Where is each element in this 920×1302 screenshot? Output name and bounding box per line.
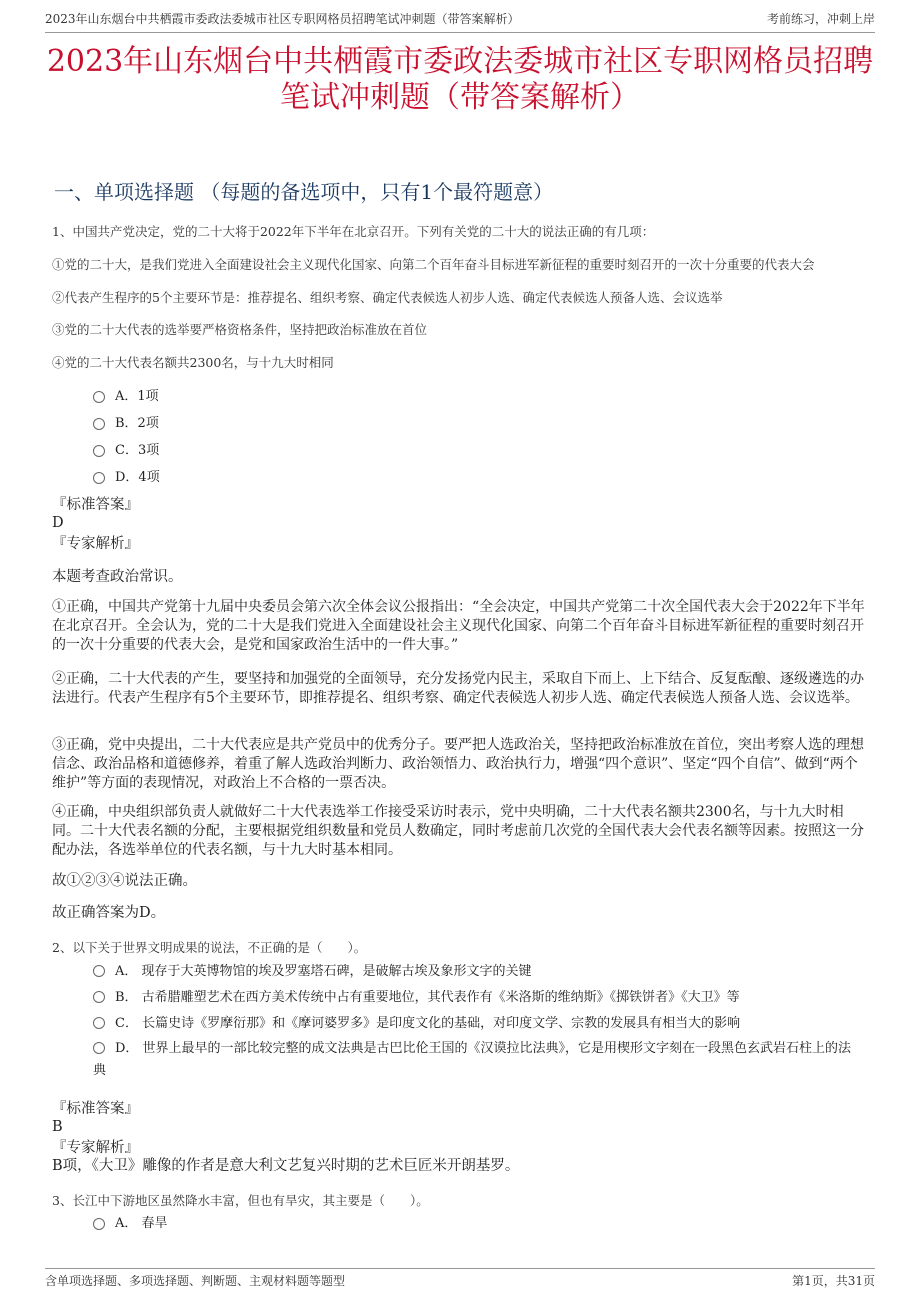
q1-analysis-intro: 本题考查政治常识。: [52, 569, 183, 585]
q2-options: [93, 956, 860, 1082]
q1-analysis-conclusion: 故①②③④说法正确。: [52, 873, 197, 889]
radio-icon[interactable]: [93, 1017, 105, 1029]
q1-option-b-label: B．2项: [115, 416, 159, 431]
footer-question-types: 含单项选择题、多项选择题、判断题、主观材料题等题型: [45, 1273, 346, 1288]
radio-icon[interactable]: [93, 391, 105, 403]
q2-stem: 2、以下关于世界文明成果的说法，不正确的是（ ）。: [52, 940, 367, 955]
section-heading: 一、单项选择题 （每题的备选项中，只有1个最符题意）: [54, 180, 554, 204]
radio-icon[interactable]: [93, 991, 105, 1003]
radio-icon[interactable]: [93, 418, 105, 430]
q1-analysis-point-1: ①正确，中国共产党第十九届中央委员会第六次全体会议公报指出：“全会决定，中国共产党第二十次全国代表大会于2022年下半年在北京召开。全会认为，党的二十大是我们党进入全面建设社会主义现代化国家、向第二个百年奋斗目标进军新征程的重要时刻召开的一次十分重要的代表大会，是党和国家政治生活中的一件大事。”: [52, 599, 865, 653]
header-doc-title: 2023年山东烟台中共栖霞市委政法委城市社区专职网格员招聘笔试冲刺题（带答案解析）: [45, 12, 520, 26]
q3-option-a[interactable]: [93, 1208, 868, 1235]
q1-analysis-label: 『专家解析』: [52, 536, 139, 552]
page-header: [45, 10, 875, 33]
q1-answer: D: [52, 515, 64, 531]
q1-item-2: ②代表产生程序的5个主要环节是：推荐提名、组织考察、确定代表候选人初步人选、确定代表候选人预备人选、会议选举: [52, 290, 723, 305]
title-line-1: 2023年山东烟台中共栖霞市委政法委城市社区专职网格员招聘: [46, 44, 874, 79]
q2-answer-label: 『标准答案』: [52, 1101, 139, 1117]
q2-answer: B: [52, 1119, 63, 1135]
radio-icon[interactable]: [93, 965, 105, 977]
q2-option-c[interactable]: [93, 1008, 860, 1034]
q1-analysis-final: 故正确答案为D。: [52, 905, 166, 921]
q3-option-a-label: A． 春旱: [115, 1216, 168, 1231]
q2-option-a[interactable]: [93, 956, 860, 982]
header-slogan: 考前练习，冲刺上岸: [766, 12, 875, 26]
q1-option-b[interactable]: [93, 408, 868, 435]
q2-option-b[interactable]: [93, 982, 860, 1008]
q1-stem: 1、中国共产党决定，党的二十大将于2022年下半年在北京召开。下列有关党的二十大的说法正确的有几项：: [52, 224, 655, 239]
q1-option-c[interactable]: [93, 435, 868, 462]
q1-option-a[interactable]: [93, 381, 868, 408]
radio-icon[interactable]: [93, 445, 105, 457]
q2-analysis: B项，《大卫》雕像的作者是意大利文艺复兴时期的艺术巨匠米开朗基罗。: [52, 1158, 520, 1174]
title-line-2: 笔试冲刺题（带答案解析）: [280, 80, 640, 115]
q1-options: [93, 381, 868, 489]
q2-option-c-label: C． 长篇史诗《罗摩衍那》和《摩诃婆罗多》是印度文化的基础，对印度文学、宗教的发展具有相当大的影响: [115, 1015, 741, 1031]
q3-options: [93, 1208, 868, 1235]
page-footer: [45, 1268, 875, 1291]
q1-analysis-point-3: ③正确，党中央提出，二十大代表应是共产党员中的优秀分子。要严把人选政治关，坚持把政治标准放在首位，突出考察人选的理想信念、政治品格和道德修养，着重了解人选政治判断力、政治领悟力、政治执行力，增强“四个意识”、坚定“四个自信”、做到“两个维护”等方面的表现情况，对政治上不合格的一票否决。: [52, 737, 864, 791]
q1-option-d-label: D．4项: [115, 470, 160, 485]
radio-icon[interactable]: [93, 472, 105, 484]
q2-option-a-label: A． 现存于大英博物馆的埃及罗塞塔石碑，是破解古埃及象形文字的关键: [115, 963, 532, 979]
footer-page-number: 第1页，共31页: [792, 1273, 875, 1288]
q1-option-a-label: A．1项: [115, 389, 159, 404]
q1-option-c-label: C．3项: [115, 443, 160, 458]
q1-option-d[interactable]: [93, 462, 868, 489]
q2-option-d-label: D． 世界上最早的一部比较完整的成文法典是古巴比伦王国的《汉谟拉比法典》，它是用楔形文字刻在一段黑色玄武岩石柱上的法典: [93, 1041, 852, 1078]
page-title: [40, 44, 880, 116]
q1-item-4: ④党的二十大代表名额共2300名，与十九大时相同: [52, 355, 334, 370]
q1-item-1: ①党的二十大，是我们党进入全面建设社会主义现代化国家、向第二个百年奋斗目标进军新征程的重要时刻召开的一次十分重要的代表大会: [52, 257, 815, 272]
q1-answer-label: 『标准答案』: [52, 497, 139, 513]
q1-item-3: ③党的二十大代表的选举要严格资格条件，坚持把政治标准放在首位: [52, 322, 428, 337]
q1-analysis-point-2: ②正确，二十大代表的产生，要坚持和加强党的全面领导，充分发扬党内民主，采取自下而上、上下结合、反复酝酿、逐级遴选的办法进行。代表产生程序有5个主要环节，即推荐提名、组织考察、确定代表候选人初步人选、确定代表候选人预备人选、会议选举。: [52, 671, 864, 706]
q3-stem: 3、长江中下游地区虽然降水丰富，但也有旱灾，其主要是（ ）。: [52, 1193, 429, 1208]
q2-option-d[interactable]: [93, 1038, 860, 1082]
radio-icon[interactable]: [93, 1042, 105, 1054]
q2-option-b-label: B． 古希腊雕塑艺术在西方美术传统中占有重要地位，其代表作有《米洛斯的维纳斯》《掷铁饼者》《大卫》等: [115, 989, 740, 1005]
q2-analysis-label: 『专家解析』: [52, 1140, 139, 1156]
q1-analysis-point-4: ④正确，中央组织部负责人就做好二十大代表选举工作接受采访时表示，党中央明确，二十大代表名额共2300名，与十九大时相同。二十大代表名额的分配，主要根据党组织数量和党员人数确定，同时考虑前几次党的全国代表大会代表名额等因素。按照这一分配办法，各选举单位的代表名额，与十九大时基本相同。: [52, 804, 864, 858]
radio-icon[interactable]: [93, 1218, 105, 1230]
